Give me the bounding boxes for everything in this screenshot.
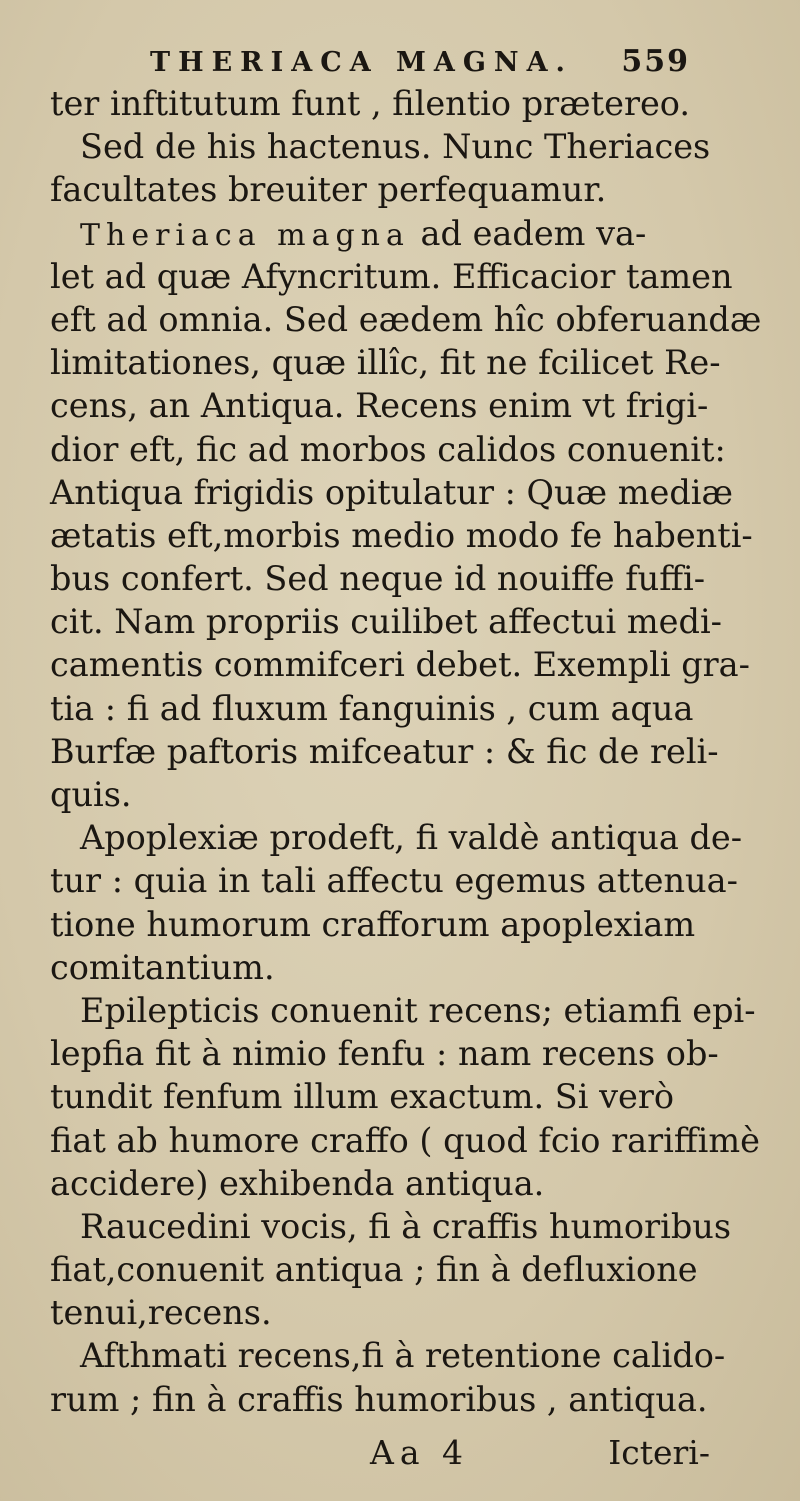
text-line: ter inftitutum funt , filentio prætereo. xyxy=(50,84,691,123)
text-line: dior eft, fic ad morbos calidos conuenit: xyxy=(50,429,726,469)
text-line: bus confert. Sed neque id nouiffe fuffi- xyxy=(50,559,706,599)
text-line: eft ad omnia. Sed eædem hîc obferuandæ xyxy=(50,299,762,339)
page-header xyxy=(150,44,690,79)
page-number: 559 xyxy=(621,44,690,79)
page-footer xyxy=(370,1433,710,1472)
text-line: facultates breuiter perfequamur. xyxy=(50,170,607,210)
smallcaps-term: Theriaca magna xyxy=(80,217,410,253)
text-line: tione humorum crafforum apoplexiam xyxy=(50,904,696,944)
text-line: Apoplexiæ prodeft, fi valdè antiqua de- xyxy=(80,818,743,858)
text-line: lepfia fit à nimio fenfu : nam recens ob- xyxy=(50,1034,719,1074)
text-line: Burfæ paftoris mifceatur : & fic de reli- xyxy=(50,731,719,771)
text-line: Afthmati recens,fi à retentione calido- xyxy=(80,1336,726,1376)
text-line: Epilepticis conuenit recens; etiamfi epi- xyxy=(80,990,756,1030)
text-line: Raucedini vocis, fi à craffis humoribus xyxy=(80,1206,732,1246)
text-line: tenui,recens. xyxy=(50,1293,272,1333)
text-line: ætatis eft,morbis medio modo fe habenti- xyxy=(50,515,753,555)
text-line: tia : fi ad fluxum fanguinis , cum aqua xyxy=(50,688,694,728)
text-line: fiat ab humore craffo ( quod fcio rariffimè xyxy=(50,1120,760,1160)
text-line: limitationes, quæ illîc, fit ne fcilicet Re- xyxy=(50,343,721,383)
text-line: comitantium. xyxy=(50,947,275,987)
text-line: cens, an Antiqua. Recens enim vt frigi- xyxy=(50,386,709,426)
text-line: tur : quia in tali affectu egemus attenua- xyxy=(50,861,738,901)
catchword: Icteri- xyxy=(608,1433,710,1472)
text-line: camentis commifceri debet. Exempli gra- xyxy=(50,645,750,685)
text-line: accidere) exhibenda antiqua. xyxy=(50,1163,545,1203)
text-line: quis. xyxy=(50,775,132,814)
text-line: Antiqua frigidis opitulatur : Quæ mediæ xyxy=(50,472,733,512)
text-line: tundit fenfum illum exactum. Si verò xyxy=(50,1077,675,1117)
text-line-theriaca-heading xyxy=(50,212,710,255)
text-line: Sed de his hactenus. Nunc Theriaces xyxy=(80,127,711,167)
text-line: rum ; fin à craffis humoribus , antiqua. xyxy=(50,1379,708,1419)
text-line-tail: ad eadem va- xyxy=(409,213,647,253)
signature-mark: Aa 4 xyxy=(370,1433,469,1472)
text-line: let ad quæ Afyncritum. Efficacior tamen xyxy=(50,256,733,296)
text-line: cit. Nam propriis cuilibet affectui medi- xyxy=(50,602,722,642)
running-head: THERIACA MAGNA. xyxy=(150,47,573,78)
text-line: fiat,conuenit antiqua ; fin à defluxione xyxy=(50,1250,698,1290)
body-text xyxy=(50,82,762,1421)
